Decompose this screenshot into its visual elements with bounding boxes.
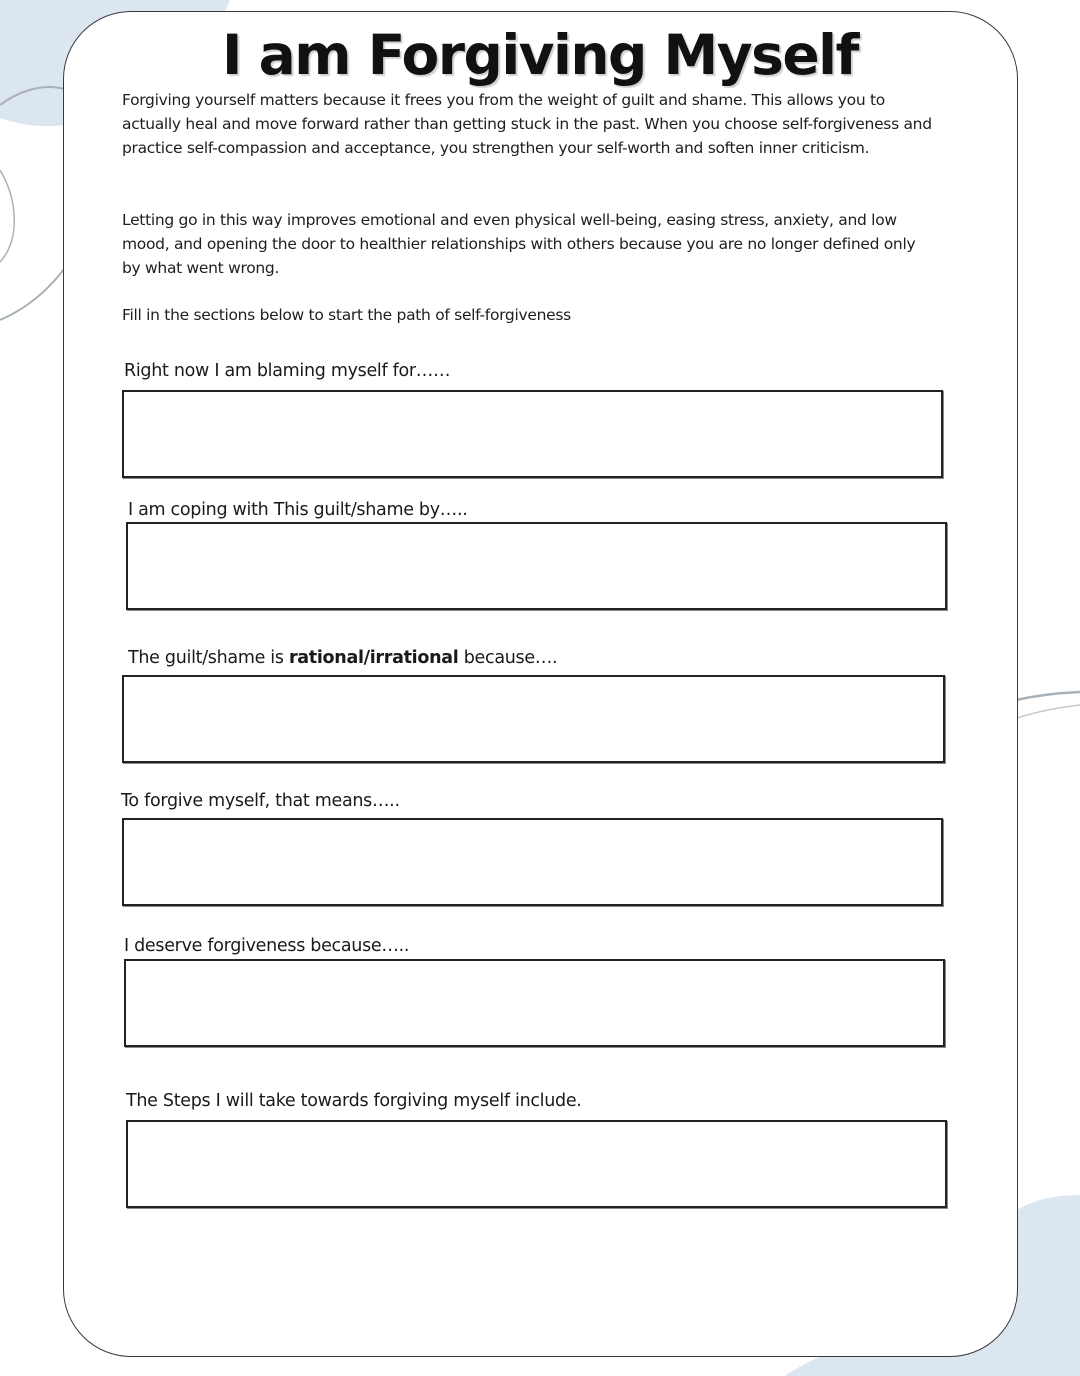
answer-box-rational-irrational[interactable] xyxy=(122,675,945,763)
prompt-rational-irrational-end: because…. xyxy=(458,648,558,668)
prompt-rational-irrational xyxy=(128,647,557,669)
answer-box-deserve-forgiveness[interactable] xyxy=(124,959,945,1047)
answer-box-blaming-myself[interactable] xyxy=(122,390,943,478)
left-edge-curve xyxy=(0,170,14,262)
intro-paragraph-1: Forgiving yourself matters because it frees you from the weight of guilt and shame. This allows you to actually heal and move forward rather than getting stuck in the past. When you choose self-forgiveness and practice self-compassion and acceptance, you strengthen your self-worth and soften inner criticism. xyxy=(122,91,932,157)
prompt-forgive-means: To forgive myself, that means….. xyxy=(121,791,400,811)
answer-box-steps-to-forgive[interactable] xyxy=(126,1120,947,1208)
prompt-steps-to-forgive: The Steps I will take towards forgiving myself include. xyxy=(126,1091,582,1111)
prompt-coping-with-guilt: I am coping with This guilt/shame by….. xyxy=(128,500,468,520)
prompt-rational-irrational-start: The guilt/shame is xyxy=(128,648,289,668)
prompt-deserve-forgiveness: I deserve forgiveness because….. xyxy=(124,936,410,956)
intro-paragraph-2: Letting go in this way improves emotional and even physical well-being, easing stress, anxiety, and low mood, and opening the door to healthier relationships with others because you are no longer defined only by what went wrong. xyxy=(122,211,916,277)
worksheet-title: I am Forgiving Myself xyxy=(222,23,858,87)
prompt-blaming-myself: Right now I am blaming myself for…… xyxy=(124,361,451,381)
instruction-text: Fill in the sections below to start the path of self-forgiveness xyxy=(122,306,571,324)
prompt-rational-irrational-bold: rational/irrational xyxy=(288,648,459,668)
answer-box-coping-with-guilt[interactable] xyxy=(126,522,947,610)
answer-box-forgive-means[interactable] xyxy=(122,818,943,906)
